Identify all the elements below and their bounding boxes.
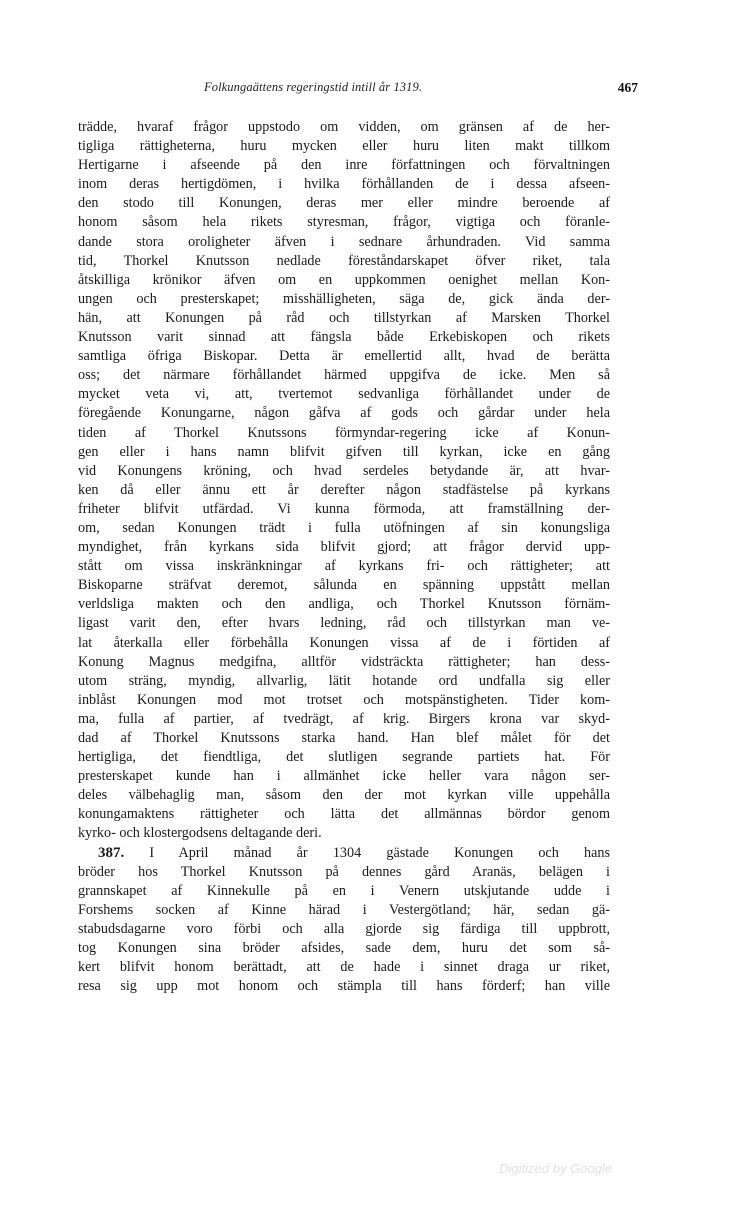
text-line: inblåst Konungen mod mot trotset och motspänstigheten. Tider kom- — [78, 691, 610, 708]
paragraph-1 — [78, 118, 610, 844]
text-line: Forshems socken af Kinne härad i Vestergötland; här, sedan gä- — [78, 901, 610, 918]
text-line: verldsliga makten och den andliga, och Thorkel Knutsson förnäm- — [78, 596, 610, 613]
text-line: hän, att Konungen på råd och tillstyrkan af Marsken Thorkel — [78, 309, 610, 326]
text-line: vid Konungens kröning, och hvad serdeles betydande är, att hvar- — [78, 462, 610, 479]
text-line: den stodo till Konungen, deras mer eller mindre beroende af — [78, 195, 610, 212]
text-line: friheter blifvit utfärdad. Vi kunna förmoda, att framställning der- — [78, 500, 610, 517]
text-line: trädde, hvaraf frågor uppstodo om vidden, om gränsen af de her- — [78, 119, 610, 135]
text-line: ungen och presterskapet; misshälligheten, säga de, gick ända der- — [78, 290, 610, 307]
text-line: tog Konungen sina bröder afsides, sade dem, huru det som så- — [78, 940, 610, 957]
text-line: föregående Konungarne, någon gåfva af gods och gårdar under hela — [78, 405, 610, 422]
text-line: åtskilliga krönikor äfven om en uppkommen oenighet mellan Kon- — [78, 271, 610, 288]
text-line: bröder hos Thorkel Knutsson på dennes gård Aranäs, belägen i — [78, 863, 610, 880]
body-text — [78, 118, 610, 996]
text-line: ma, fulla af partier, af tvedrägt, af krig. Birgers krona var skyd- — [78, 710, 610, 727]
text-line: presterskapet kunde han i allmänhet icke heller vara någon ser- — [78, 768, 610, 785]
text-line: resa sig upp mot honom och stämpla till hans förderf; han ville — [78, 978, 610, 995]
text-line: samtliga öfriga Biskopar. Detta är emellertid allt, hvad de berätta — [78, 348, 610, 365]
text-line: stabudsdagarne voro förbi och alla gjorde sig färdiga till uppbrott, — [78, 920, 610, 937]
text-line: ligast varit den, efter hvars ledning, råd och tillstyrkan man ve- — [78, 615, 610, 632]
text-line: honom såsom hela rikets styresman, frågor, vigtiga och föranle- — [78, 214, 610, 231]
text-line: dad af Thorkel Knutssons starka hand. Han blef målet för det — [78, 730, 610, 746]
paragraph-2 — [78, 844, 610, 997]
text-line: deles välbehaglig man, såsom den der mot kyrkan ville uppehålla — [78, 787, 610, 804]
text-line: oss; det närmare förhållandet härmed uppgifva de icke. Men så — [78, 367, 610, 384]
section-first-line — [78, 844, 610, 863]
section-number: 387. — [98, 844, 125, 861]
text-line: hertigliga, det fiendtliga, det slutligen segrande partiets hat. För — [78, 749, 610, 766]
text-line: stått om vissa inskränkningar af kyrkans fri- och rättigheter; att — [78, 558, 610, 575]
text-line: Konung Magnus medgifna, alltför vidsträckta rättigheter; han dess- — [78, 653, 610, 670]
running-title: Folkungaättens regeringstid intill år 1319. — [204, 80, 423, 94]
text-line: myndighet, från kyrkans sida blifvit gjord; att frågor dervid upp- — [78, 539, 610, 556]
text-line: om, sedan Konungen trädt i fulla utöfningen af sin konungsliga — [78, 519, 610, 536]
section-first-line-text: I April månad år 1304 gästade Konungen och hans — [149, 844, 610, 861]
page-header — [78, 80, 648, 102]
text-line: konungamaktens rättigheter och lätta det allmännas bördor genom — [78, 806, 610, 823]
text-line: Hertigarne i afseende på den inre författningen och förvaltningen — [78, 157, 610, 174]
text-line: ken då eller ännu ett år derefter någon stadfästelse på kyrkans — [78, 481, 610, 498]
text-line: tid, Thorkel Knutsson nedlade föreståndarskapet öfver riket, tala — [78, 252, 610, 269]
page-number: 467 — [617, 80, 638, 95]
text-line: Biskoparne sträfvat deremot, sålunda en spänning uppstått mellan — [78, 577, 610, 594]
text-line: dande stora oroligheter äfven i sednare århundraden. Vid samma — [78, 233, 610, 250]
text-line: tigliga rättigheterna, huru mycken eller huru liten makt tillkom — [78, 138, 610, 155]
text-line: Knutsson varit sinnad att fängsla både Erkebiskopen och rikets — [78, 329, 610, 346]
text-line: mycket veta vi, att, tvertemot sedvanliga förhållandet under de — [78, 386, 610, 403]
watermark: Digitized by Google — [499, 1161, 612, 1176]
text-line: utom sträng, myndig, allvarlig, lätit hotande ord undfalla sig eller — [78, 672, 610, 689]
text-line: grannskapet af Kinnekulle på en i Venern utskjutande udde i — [78, 882, 610, 899]
text-line: kyrko- och klostergodsens deltagande deri. — [78, 825, 322, 842]
text-line: inom deras hertigdömen, i hvilka förhållanden de i dessa afseen- — [78, 176, 610, 193]
text-line: gen eller i hans namn blifvit gifven till kyrkan, icke en gång — [78, 443, 610, 460]
text-line: kert blifvit honom berättadt, att de hade i sinnet draga ur riket, — [78, 959, 610, 976]
text-line: tiden af Thorkel Knutssons förmyndar-regering icke af Konun- — [78, 424, 610, 441]
text-line: lat återkalla eller förbehålla Konungen vissa af de i förtiden af — [78, 634, 610, 651]
